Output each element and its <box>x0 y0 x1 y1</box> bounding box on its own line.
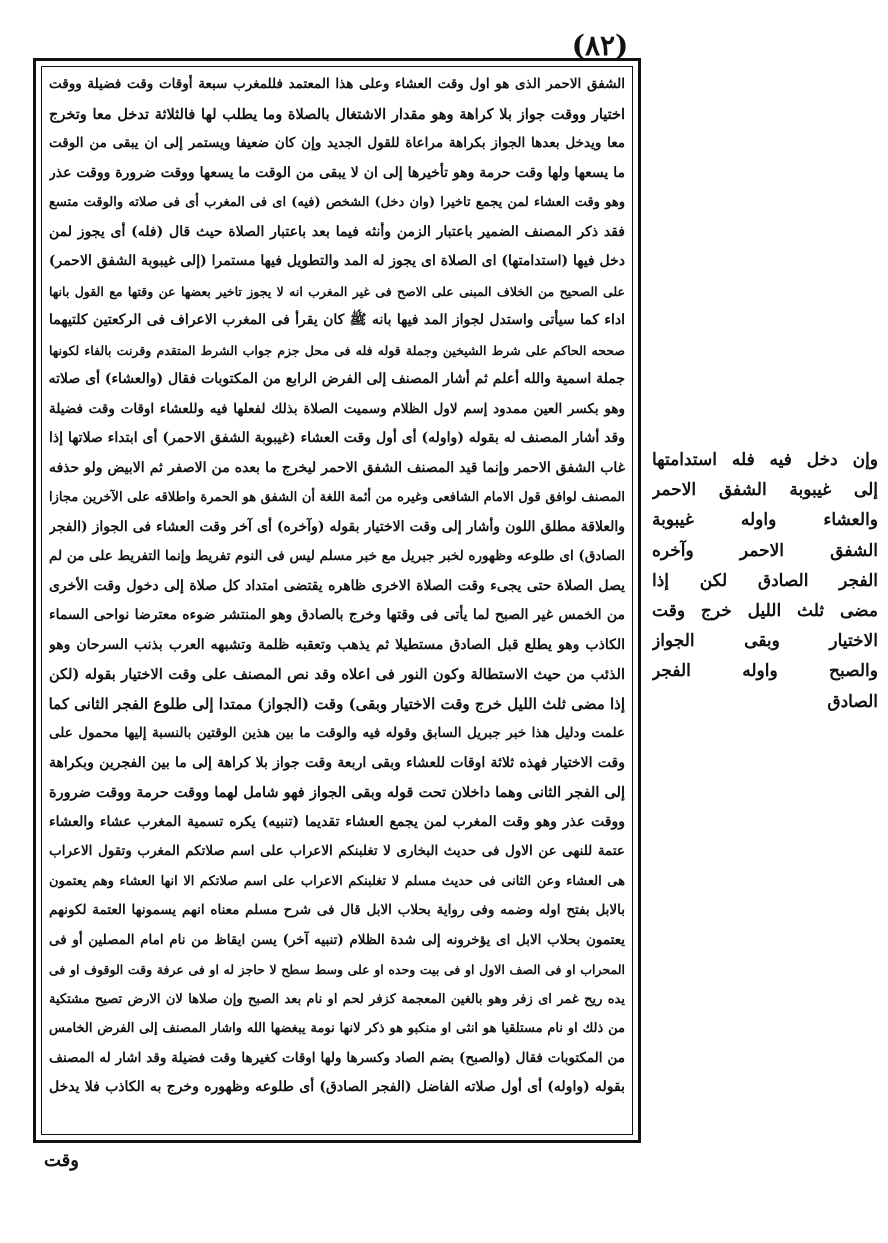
margin-line: وإن دخل فيه فله استدامتها <box>652 450 878 470</box>
text-line: بقوله (واوله) أى أول صلاته الفاضل (الفجر الصادق) أى طلوعه وظهوره وخرج به الكاذب فلا يدخل <box>49 1079 625 1095</box>
text-line: من المكتوبات فقال (والصبح) بضم الصاد وكسرها ولها اوقات كغيرها وقت فضيلة وقد اشار له المصنف <box>49 1049 625 1066</box>
margin-line: إلى غيبوبة الشفق الاحمر <box>652 480 878 501</box>
page-number: (٨٢) <box>571 29 629 62</box>
text-line: ما يسعها ولها وقت حرمة وهو تأخيرها إلى ان لا يبقى من الوقت ما يسعها ووقت ضرورة ووقت عذر <box>49 164 625 181</box>
text-line: المصنف لوافق قول الامام الشافعى وغيره من أئمة اللغة أن الشفق هو الحمرة واطلاقه على الآخرين مجازا <box>49 490 625 505</box>
text-line: يعتمون بحلاب الابل اى يؤخرونه إلى شدة الظلام (تنبيه آخر) يسن ايقاظ من نام امام المصلين أو فى <box>49 931 625 948</box>
text-line: عتمة للنهى عن الاول فى حديث البخارى لا تغلبنكم الاعراب على اسم صلاتكم المغرب وتقول الاعراب <box>49 843 625 859</box>
text-line: الذئب من حيث الاستطالة وكون النور فى اعلاه وقد نص المصنف على وقت الاختيار بقوله (لكن <box>49 666 625 683</box>
text-line: بالابل بفتح اوله وضمه وفى رواية بحلاب الابل قال فى شرح مسلم معناه انهم يسمونها العتمة لكونهم <box>49 902 625 918</box>
text-line: المحراب او فى الصف الاول او فى بيت وحده او على وسط سطح لا حاجز له او فى عرفة وقت الوقوف او فى <box>49 962 625 977</box>
text-line: الكاذب وهو يطلع قبل الصادق مستطيلا ثم يذهب وتعقبه ظلمة وتشبهه العرب بذنب السرحان وهو <box>49 636 625 653</box>
text-line: وهو بكسر العين ممدود إسم لاول الظلام وسميت الصلاة بذلك لفعلها فيه وللعشاء اوقات وقت فضيلة <box>49 400 625 417</box>
margin-line: مضى ثلث الليل خرج وقت <box>652 600 878 621</box>
text-line: اختيار ووقت جواز بلا كراهة وهو مقدار الاشتغال بالصلاة وما يطلب لها فالثلاثة تدخل معا وتخرج <box>49 105 625 123</box>
text-line: الصادق) اى طلوعه وظهوره لخبر جبريل مع خبر مسلم ليس فى النوم تفريط وإنما التفريط على من لم <box>49 548 625 564</box>
text-line: صححه الحاكم على شرط الشيخين وجملة قوله فله فى محل جزم جواب الشرط المتقدم وقرنت بالفاء لكونها <box>49 342 625 358</box>
text-line: اداء كما سيأتى واستدل لجواز المد فيها بانه ﷺ كان يقرأ فى المغرب الاعراف فى الركعتين كلتيهما <box>49 312 625 328</box>
text-line: يده ريح غمر اى زفر وهو بالغين المعجمة كزفر لحم او نام بعد الصبح وإن صلاها لان الارض تصيح مشتكية <box>49 991 625 1007</box>
text-line: جملة اسمية والله أعلم ثم أشار المصنف إلى الفرض الرابع من المكتوبات فقال (والعشاء) أى صلاته <box>49 371 625 387</box>
text-line: معا ويدخل بعدها الجواز بكراهة مراعاة للقول الجديد وإن كان ضعيفا ويستمر إلى ان يبقى من الوقت <box>49 135 625 151</box>
text-line: هى العشاء وعن الثانى فى حديث مسلم لا تغلبنكم الاعراب على اسم صلاتكم الا انها العشاء وهم يعتمون <box>49 873 625 889</box>
margin-line: الفجر الصادق لكن إذا <box>652 570 878 591</box>
text-line: علمت ودليل هذا خبر جبريل السابق وقوله فيه والوقت ما بين هذين الوقتين بالنسبة إليها محمول على <box>49 725 625 741</box>
text-line: على الصحيح من الخلاف المبنى على الاصح فى غير المغرب انه لا يجوز تاخير بعضها عن وقتها مع القول بانها <box>49 283 625 299</box>
margin-line: الاختيار وبقى الجواز <box>652 631 878 652</box>
text-line: غاب الشفق الاحمر وإنما قيد المصنف الشفق الاحمر ليخرج ما بعده من الاصفر ثم الابيض ولو حذفه <box>49 459 625 476</box>
margin-line: والعشاء واوله غيبوبة <box>652 510 878 531</box>
catchword: وقت <box>44 1150 79 1171</box>
text-line: وهو وقت العشاء لمن يجمع تاخيرا (وان دخل) الشخص (فيه) اى فى المغرب أى فى صلاته والوقت متسع <box>49 195 625 210</box>
text-line: والعلاقة مطلق اللون وأشار إلى وقت الاختيار بقوله (وآخره) أى آخر وقت العشاء فى الجواز (الفجر <box>49 518 625 535</box>
text-line: وقد أشار المصنف له بقوله (واوله) أى أول وقت العشاء (غيبوبة الشفق الاحمر) أى ابتداء صلاتها إذا <box>49 430 625 446</box>
text-line: إذا مضى ثلث الليل خرج وقت الاختيار وبقى) وقت (الجواز) ممتدا إلى طلوع الفجر الثانى كما <box>49 694 625 713</box>
main-commentary-text <box>49 70 625 1132</box>
margin-line: الشفق الاحمر وآخره <box>652 540 878 561</box>
text-line: وقت الاختيار فهذه ثلاثة اوقات للعشاء وبقى اربعة وقت جواز بلا كراهة إلى ما بين الفجرين وبكراهة <box>49 754 625 771</box>
text-line: فقد ذكر المصنف الضمير باعتبار الزمن وأنثه فيما بعد باعتبار الصلاة حيث قال (فله) أى يجوز لمن <box>49 223 625 240</box>
margin-matn-text <box>652 445 878 717</box>
text-line: إلى الفجر الثانى وهما داخلان تحت قوله وبقى الجواز فهو شامل لهما ووقت حرمة ووقت ضرورة <box>49 784 625 801</box>
text-line: يصل الصلاة حتى يجىء وقت الصلاة الاخرى ظاهره يقتضى امتداد كل صلاة إلى دخول وقت الأخرى <box>49 577 625 594</box>
margin-line: والصبح واوله الفجر <box>652 661 878 682</box>
text-line: من ذلك او نام مستلقيا هو انثى او منكبو هو ذكر لانها نومة يبغضها الله واشار المصنف إلى الفرض الخامس <box>49 1021 625 1036</box>
text-line: من الخمس غير الصبح لما يأتى فى وقتها وخرج بالصادق وهو المنتشر ضوءه معترضا نواحى السماء <box>49 607 625 623</box>
margin-line: الصادق <box>827 691 878 712</box>
text-line: دخل فيها (استدامتها) اى الصلاة اى يجوز له المد والتطويل فيها مستمرا (إلى غيبوبة الشفق الاحمر) <box>49 253 625 269</box>
text-line: الشفق الاحمر الذى هو اول وقت العشاء وعلى هذا المعتمد فللمغرب سبعة أوقات وقت فضيلة ووقت <box>49 76 625 92</box>
text-line: ووقت عذر وهو وقت المغرب لمن يجمع العشاء تقديما (تنبيه) يكره تسمية المغرب عشاء والعشاء <box>49 813 625 830</box>
